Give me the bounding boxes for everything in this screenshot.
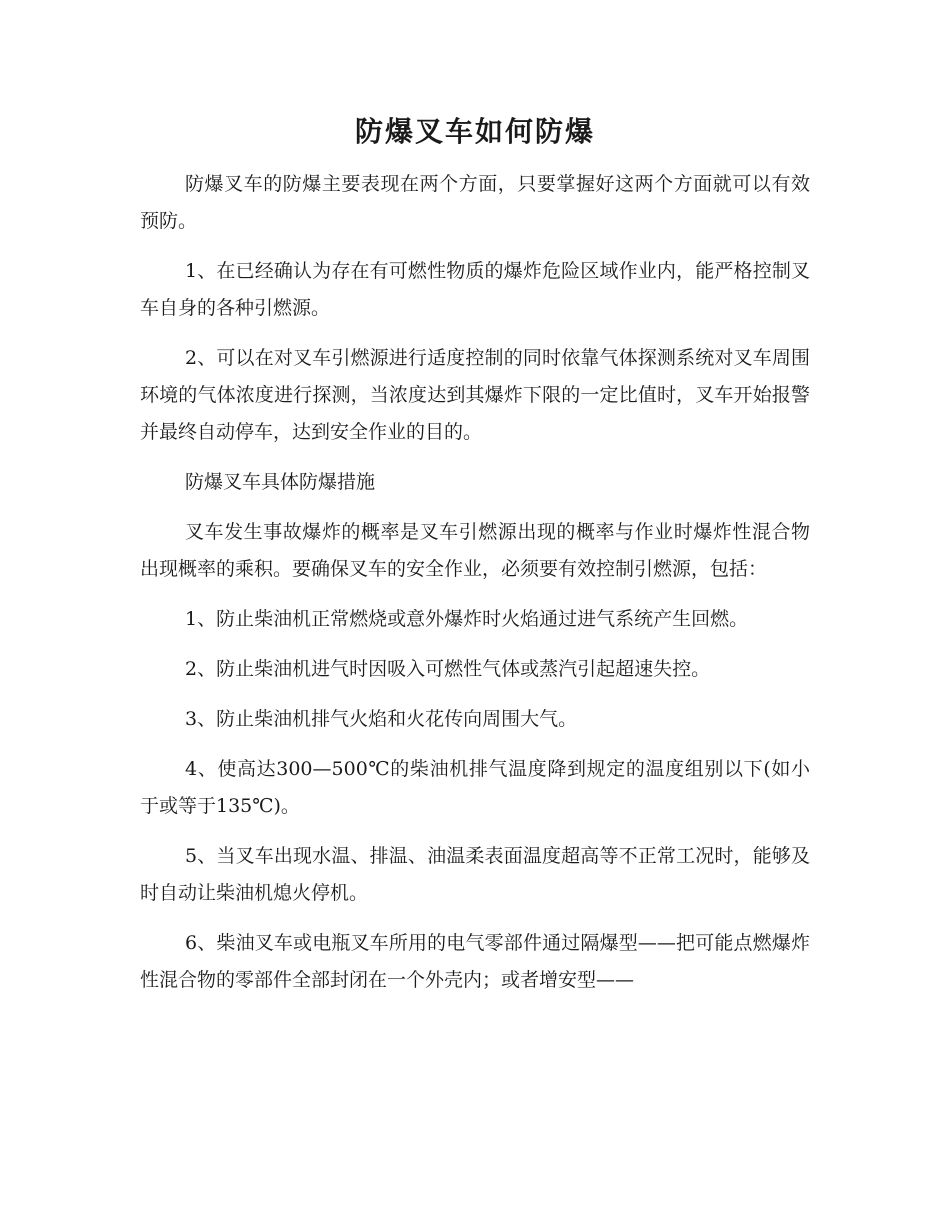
- paragraph-item-1: 1、在已经确认为存在有可燃性物质的爆炸危险区域作业内，能严格控制叉车自身的各种引燃源。: [140, 260, 810, 319]
- paragraph-intro: 防爆叉车的防爆主要表现在两个方面，只要掌握好这两个方面就可以有效预防。: [140, 173, 810, 232]
- measure-item-2: 2、防止柴油机进气时因吸入可燃性气体或蒸汽引起超速失控。: [185, 658, 711, 680]
- measure-item-6: 6、柴油叉车或电瓶叉车所用的电气零部件通过隔爆型——把可能点燃爆炸性混合物的零部件全部封闭在一个外壳内；或者增安型——: [140, 932, 810, 991]
- measure-item-5: 5、当叉车出现水温、排温、油温柔表面温度超高等不正常工况时，能够及时自动让柴油机熄火停机。: [140, 845, 810, 904]
- paragraph-measures-intro: 叉车发生事故爆炸的概率是叉车引燃源出现的概率与作业时爆炸性混合物出现概率的乘积。要确保叉车的安全作业，必须要有效控制引燃源，包括：: [140, 521, 810, 580]
- section-heading: 防爆叉车具体防爆措施: [185, 471, 376, 493]
- measure-item-3: 3、防止柴油机排气火焰和火花传向周围大气。: [185, 708, 578, 730]
- measure-item-1: 1、防止柴油机正常燃烧或意外爆炸时火焰通过进气系统产生回燃。: [185, 608, 749, 630]
- document-title: 防爆叉车如何防爆: [354, 115, 595, 148]
- paragraph-item-2: 2、可以在对叉车引燃源进行适度控制的同时依靠气体探测系统对叉车周围环境的气体浓度进行探测，当浓度达到其爆炸下限的一定比值时，叉车开始报警并最终自动停车，达到安全作业的目的。: [140, 347, 810, 443]
- document-body: [140, 166, 810, 1012]
- measure-item-4: 4、使高达300—500℃的柴油机排气温度降到规定的温度组别以下(如小于或等于135℃)。: [140, 758, 810, 817]
